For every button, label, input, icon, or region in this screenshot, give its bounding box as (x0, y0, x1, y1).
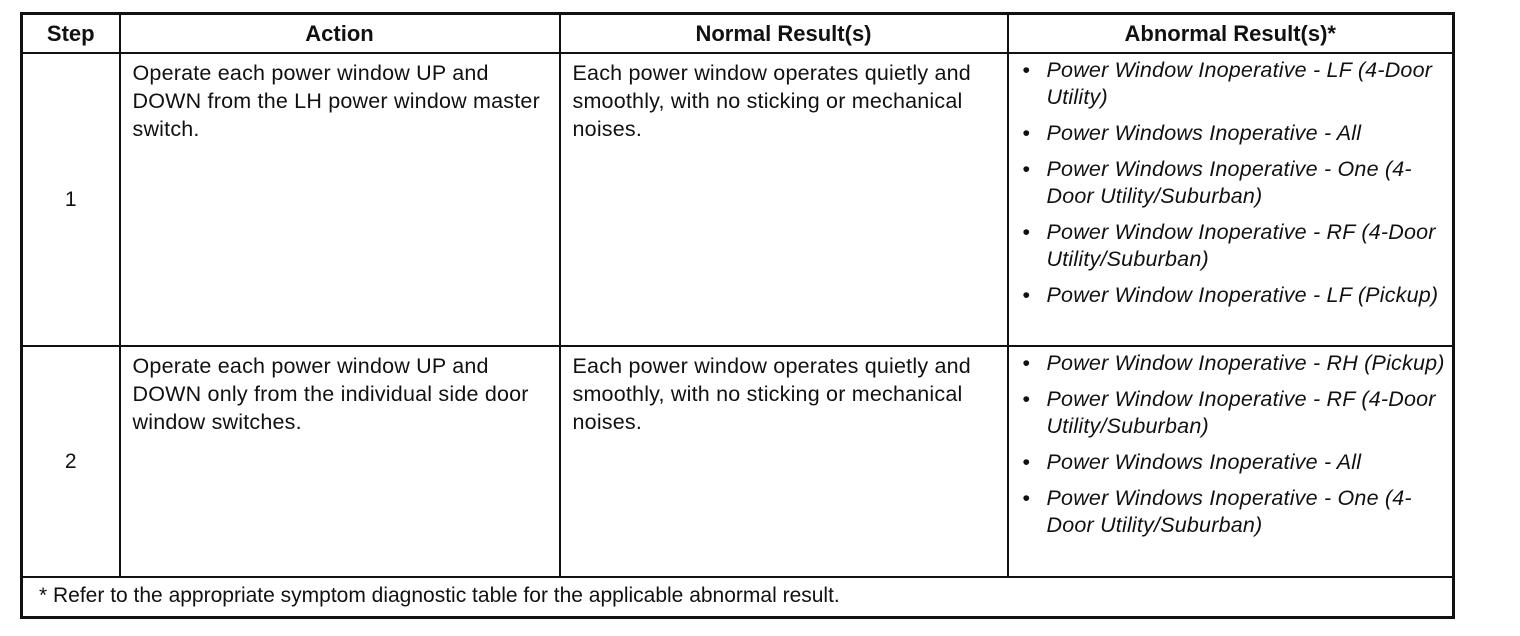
bullet-icon: • (1022, 486, 1031, 510)
action-text: Operate each power window UP and DOWN only from the individual side door window switches. (120, 346, 560, 577)
abnormal-result-text: Power Window Inoperative - LF (4-Door Utility) (1046, 58, 1433, 109)
normal-result-text: Each power window operates quietly and smoothly, with no sticking or mechanical noises. (560, 346, 1008, 577)
header-action: Action (120, 14, 560, 54)
list-item (1022, 449, 1447, 476)
abnormal-result-text: Power Windows Inoperative - One (4-Door Utility/Suburban) (1046, 486, 1412, 537)
step-number: 2 (22, 346, 120, 577)
footnote-row (22, 577, 1454, 618)
bullet-icon: • (1022, 450, 1031, 474)
abnormal-result-text: Power Window Inoperative - LF (Pickup) (1046, 283, 1439, 307)
abnormal-result-text: Power Windows Inoperative - All (1046, 121, 1362, 145)
list-item (1022, 386, 1447, 440)
action-text: Operate each power window UP and DOWN from the LH power window master switch. (120, 53, 560, 346)
header-step: Step (22, 14, 120, 54)
abnormal-result-text: Power Window Inoperative - RF (4-Door Utility/Suburban) (1046, 387, 1436, 438)
bullet-icon: • (1022, 121, 1031, 145)
list-item (1022, 282, 1447, 309)
step-number: 1 (22, 53, 120, 346)
header-normal-results: Normal Result(s) (560, 14, 1008, 54)
abnormal-results-list (1022, 350, 1447, 539)
bullet-icon: • (1022, 58, 1031, 82)
table-row (22, 346, 1454, 577)
abnormal-results-list (1022, 57, 1447, 309)
abnormal-result-text: Power Windows Inoperative - One (4-Door Utility/Suburban) (1046, 157, 1412, 208)
footnote: * Refer to the appropriate symptom diagnostic table for the applicable abnormal result. (22, 577, 1454, 618)
list-item (1022, 350, 1447, 377)
list-item (1022, 156, 1447, 210)
list-item (1022, 120, 1447, 147)
bullet-icon: • (1022, 351, 1031, 375)
abnormal-result-text: Power Window Inoperative - RF (4-Door Utility/Suburban) (1046, 220, 1436, 271)
abnormal-results-cell (1008, 53, 1454, 346)
normal-result-text: Each power window operates quietly and smoothly, with no sticking or mechanical noises. (560, 53, 1008, 346)
header-row (22, 14, 1454, 54)
list-item (1022, 485, 1447, 539)
table-row (22, 53, 1454, 346)
abnormal-result-text: Power Window Inoperative - RH (Pickup) (1046, 351, 1445, 375)
diagnostic-table (20, 12, 1455, 619)
bullet-icon: • (1022, 387, 1031, 411)
list-item (1022, 219, 1447, 273)
header-abnormal-results: Abnormal Result(s)* (1008, 14, 1454, 54)
list-item (1022, 57, 1447, 111)
abnormal-result-text: Power Windows Inoperative - All (1046, 450, 1362, 474)
bullet-icon: • (1022, 220, 1031, 244)
bullet-icon: • (1022, 283, 1031, 307)
bullet-icon: • (1022, 157, 1031, 181)
abnormal-results-cell (1008, 346, 1454, 577)
